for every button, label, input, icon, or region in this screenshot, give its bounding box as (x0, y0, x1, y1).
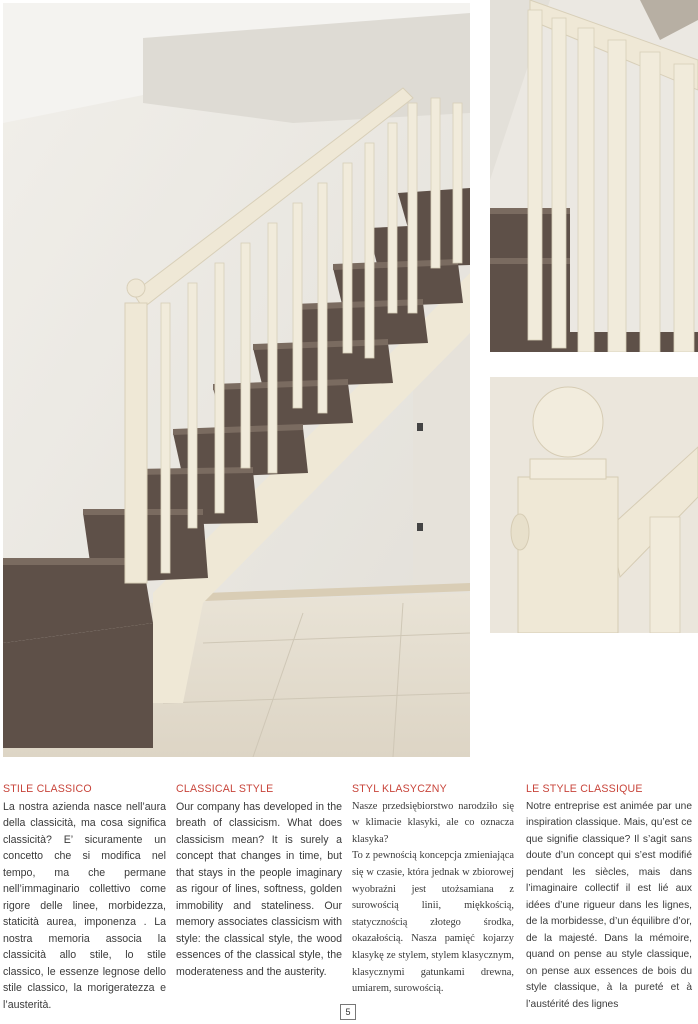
polish-column (352, 781, 514, 998)
french-body: Notre entreprise est animée par une inspiration classique. Mais, qu’est ce que signifie classique? Il s’agit sans doute d’un concept qui s’est modifié pendant les siècles, mais dans l’imaginaire collectif il est lié aux idées d’une rigueur dans les lignes, de la morbidesse, d’un équilibre d’or, de la majesté. Dans la mémoire, quand on pense au style classique, on pense aux essences de bois du style classique, à la pureté et à l’austérité des lignes (526, 800, 692, 1010)
english-body: Our company has developed in the breath of classicism. What does classicism mean? It is surely a concept that changes in time, but that stays in the people imaginary as rigour of lines, softness, golden immobility and stateliness. Our memory associates classicism with style: the classical style, the wood essences of the classical style, the moderateness and the austerity. (176, 800, 342, 978)
staircase-photo (3, 3, 470, 757)
italian-body: La nostra azienda nasce nell’aura della classicità, ma cosa significa classicità? E’ sicuramente un concetto che si modifica nel tempo, ma che permane nell’immaginario collettivo come rigore delle linee, morbidezza, staticità aurea, imponenza . La nostra memoria associa la classicità allo stile, lo stile classico, le essenze legnose dello stile classico, la morigeratezza e l’austerità. (3, 800, 166, 1011)
english-heading: CLASSICAL STYLE (176, 783, 274, 795)
polish-heading: STYL KLASYCZNY (352, 783, 447, 795)
newel-post-detail-photo (490, 377, 698, 633)
english-column (176, 781, 342, 980)
french-column (526, 781, 692, 1013)
polish-body-1: Nasze przedsiębiorstwo narodziło się w klimacie klasyki, ale co oznacza klasyka? (352, 800, 514, 845)
italian-heading: STILE CLASSICO (3, 783, 92, 795)
italian-column (3, 781, 166, 1013)
polish-body-2: To z pewnością koncepcja zmieniająca się w czasie, która jednak w zbiorowej wyobraźni jest utożsamiana z surowością linii, miękkością, statycznością złotego środka, okazałością. Nasza pamięć kojarzy klasykę ze stylem, stylem klasycznym, klasycznymi gatunkami drewna, umiarem, surowością. (352, 850, 514, 995)
baluster-detail-photo (490, 0, 698, 352)
page-number: 5 (340, 1004, 356, 1020)
french-heading: LE STYLE CLASSIQUE (526, 783, 643, 795)
